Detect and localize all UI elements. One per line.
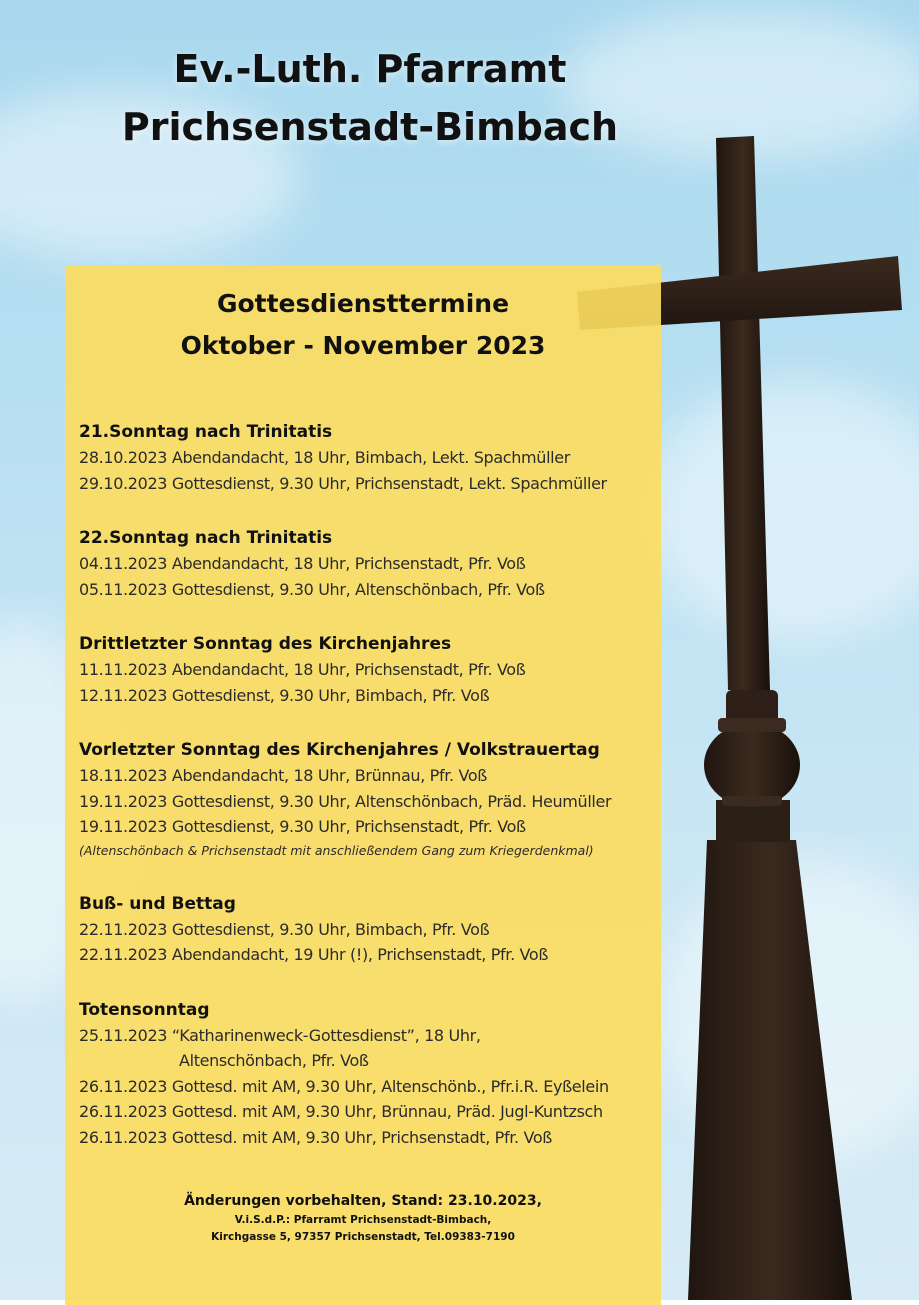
section-title: Vorletzter Sonntag des Kirchenjahres / Volkstrauertag (79, 740, 600, 760)
footer-line-1: Änderungen vorbehalten, Stand: 23.10.2023, (184, 1193, 542, 1209)
service-entry: 28.10.2023 Abendandacht, 18 Uhr, Bimbach, Lekt. Spachmüller (79, 448, 570, 467)
service-entry: 12.11.2023 Gottesdienst, 9.30 Uhr, Bimbach, Pfr. Voß (79, 685, 490, 705)
service-entry: 26.11.2023 Gottesd. mit AM, 9.30 Uhr, Altenschönb., Pfr.i.R. Eyßelein (79, 1076, 609, 1096)
service-entry: 29.10.2023 Gottesdienst, 9.30 Uhr, Prichsenstadt, Lekt. Spachmüller (79, 473, 607, 493)
service-entry: 04.11.2023 Abendandacht, 18 Uhr, Prichsenstadt, Pfr. Voß (79, 554, 526, 573)
schedule-sections (79, 419, 659, 1179)
footer-notice (65, 1190, 661, 1246)
heading-line-2: Oktober - November 2023 (180, 331, 546, 360)
schedule-heading (65, 283, 661, 367)
title-line-2: Prichsenstadt-Bimbach (121, 105, 619, 149)
section-21-trinitatis (79, 419, 659, 496)
title-line-1: Ev.-Luth. Pfarramt (173, 47, 567, 91)
service-entry: 22.11.2023 Gottesdienst, 9.30 Uhr, Bimbach, Pfr. Voß (79, 919, 490, 939)
heading-line-1: Gottesdiensttermine (216, 289, 510, 318)
service-entry: 26.11.2023 Gottesd. mit AM, 9.30 Uhr, Prichsenstadt, Pfr. Voß (79, 1127, 553, 1147)
schedule-panel (65, 265, 661, 1305)
service-entry: 18.11.2023 Abendandacht, 18 Uhr, Brünnau, Pfr. Voß (79, 766, 488, 785)
section-buss-und-bettag (79, 891, 659, 968)
section-note: (Altenschönbach & Prichsenstadt mit anschließendem Gang zum Kriegerdenkmal) (79, 842, 594, 858)
section-22-trinitatis (79, 525, 659, 602)
section-title: 22.Sonntag nach Trinitatis (79, 528, 333, 548)
service-entry: 26.11.2023 Gottesd. mit AM, 9.30 Uhr, Brünnau, Präd. Jugl-Kuntzsch (79, 1102, 603, 1121)
section-title: Drittletzter Sonntag des Kirchenjahres (79, 634, 452, 654)
footer-line-2: V.i.S.d.P.: Pfarramt Prichsenstadt-Bimbach, (234, 1214, 492, 1226)
section-drittletzter-sonntag (79, 631, 659, 708)
footer-line-3: Kirchgasse 5, 97357 Prichsenstadt, Tel.09383-7190 (211, 1231, 515, 1243)
service-entry: 25.11.2023 “Katharinenweck-Gottesdienst”, 18 Uhr, (79, 1025, 481, 1045)
section-title: Totensonntag (79, 999, 210, 1020)
service-entry: 11.11.2023 Abendandacht, 18 Uhr, Prichsenstadt, Pfr. Voß (79, 660, 526, 679)
service-entry: 05.11.2023 Gottesdienst, 9.30 Uhr, Altenschönbach, Pfr. Voß (79, 579, 545, 599)
service-entry: 22.11.2023 Abendandacht, 19 Uhr (!), Prichsenstadt, Pfr. Voß (79, 945, 549, 964)
section-totensonntag (79, 997, 659, 1151)
section-volkstrauertag (79, 737, 659, 862)
page-title (0, 40, 740, 156)
service-entry: 19.11.2023 Gottesdienst, 9.30 Uhr, Altenschönbach, Präd. Heumüller (79, 791, 612, 811)
service-entry-continuation: Altenschönbach, Pfr. Voß (179, 1051, 369, 1070)
section-title: 21.Sonntag nach Trinitatis (79, 422, 333, 442)
section-title: Buß- und Bettag (79, 893, 236, 914)
service-entry: 19.11.2023 Gottesdienst, 9.30 Uhr, Prichsenstadt, Pfr. Voß (79, 817, 526, 836)
